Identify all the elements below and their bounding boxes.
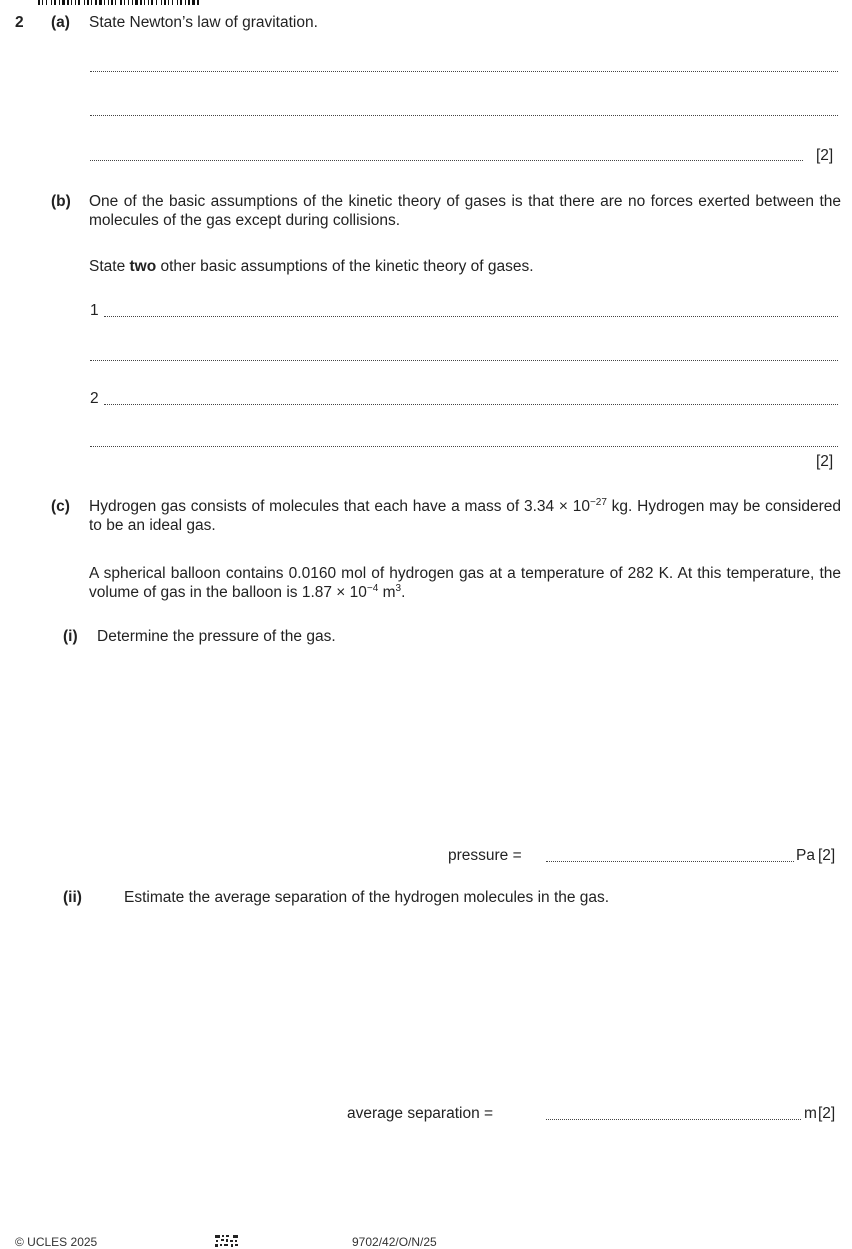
barcode-strip bbox=[38, 0, 328, 5]
barcode-bar bbox=[115, 0, 116, 5]
part-b-label: (b) bbox=[51, 193, 71, 210]
barcode-bar bbox=[164, 0, 166, 5]
barcode-bar bbox=[84, 0, 85, 5]
part-b-instruction: State two other basic assumptions of the kinetic theory of gases. bbox=[89, 258, 534, 275]
part-a-question: State Newton’s law of gravitation. bbox=[89, 14, 318, 31]
part-c-paragraph-1: Hydrogen gas consists of molecules that each have a mass of $3.34 \times 10^{-27}$ kg. Hydrogen may be considered to be an ideal gas. bbox=[89, 497, 841, 534]
assumption-2-label: 2 bbox=[90, 390, 99, 407]
barcode-bar bbox=[111, 0, 113, 5]
answer-line-b3[interactable] bbox=[104, 404, 838, 405]
barcode-bar bbox=[192, 0, 195, 5]
barcode-bar bbox=[177, 0, 178, 5]
part-b-statement: One of the basic assumptions of the kinetic theory of gases is that there are no forces exerted between the molecules of the gas except during collisions. bbox=[89, 193, 841, 229]
barcode-bar bbox=[104, 0, 105, 5]
barcode-bar bbox=[188, 0, 190, 5]
barcode-bar bbox=[140, 0, 142, 5]
answer-line-a3[interactable] bbox=[90, 160, 803, 161]
separation-answer-line[interactable] bbox=[546, 1119, 801, 1120]
separation-unit: m bbox=[804, 1105, 817, 1122]
answer-line-a1[interactable] bbox=[90, 71, 838, 72]
barcode-bar bbox=[124, 0, 125, 5]
barcode-bar bbox=[144, 0, 145, 5]
barcode-bar bbox=[172, 0, 173, 5]
barcode-bar bbox=[148, 0, 149, 5]
answer-line-b4[interactable] bbox=[90, 446, 838, 447]
footer-paper-code: 9702/42/O/N/25 bbox=[352, 1235, 437, 1249]
barcode-bar bbox=[46, 0, 47, 5]
part-a-label: (a) bbox=[51, 14, 70, 31]
sub-i-marks: [2] bbox=[818, 847, 836, 864]
answer-line-b1[interactable] bbox=[104, 316, 838, 317]
barcode-bar bbox=[54, 0, 56, 5]
part-a-marks: [2] bbox=[816, 147, 834, 164]
barcode-bar bbox=[38, 0, 40, 5]
barcode-bar bbox=[91, 0, 92, 5]
separation-answer-label: average separation = bbox=[347, 1105, 494, 1122]
barcode-bar bbox=[168, 0, 169, 5]
barcode-bar bbox=[51, 0, 52, 5]
sub-ii-question: Estimate the average separation of the hydrogen molecules in the gas. bbox=[124, 889, 610, 906]
barcode-bar bbox=[99, 0, 102, 5]
barcode-bar bbox=[180, 0, 182, 5]
answer-line-b2[interactable] bbox=[90, 360, 838, 361]
part-b-marks: [2] bbox=[816, 453, 834, 470]
barcode-bar bbox=[78, 0, 80, 5]
barcode-bar bbox=[156, 0, 157, 5]
part-c-label: (c) bbox=[51, 498, 70, 515]
barcode-bar bbox=[87, 0, 89, 5]
barcode-bar bbox=[59, 0, 60, 5]
answer-line-a2[interactable] bbox=[90, 115, 838, 116]
barcode-bar bbox=[108, 0, 109, 5]
barcode-bar bbox=[135, 0, 138, 5]
assumption-1-label: 1 bbox=[90, 302, 99, 319]
barcode-bar bbox=[67, 0, 69, 5]
sub-ii-label: (ii) bbox=[63, 889, 82, 906]
barcode-bar bbox=[128, 0, 129, 5]
sub-ii-marks: [2] bbox=[818, 1105, 836, 1122]
barcode-bar bbox=[185, 0, 186, 5]
barcode-bar bbox=[75, 0, 76, 5]
part-c-paragraph-2: A spherical balloon contains 0.0160 mol of hydrogen gas at a temperature of 282 K. At this temperature, the volume of gas in the balloon is $1.87 \times 10^{-4}$ $m^3$. bbox=[89, 565, 841, 601]
sub-i-question: Determine the pressure of the gas. bbox=[97, 628, 336, 645]
footer-copyright: © UCLES 2025 bbox=[15, 1235, 98, 1249]
pressure-answer-line[interactable] bbox=[546, 861, 794, 862]
qr-code-icon bbox=[214, 1234, 240, 1248]
sub-i-label: (i) bbox=[63, 628, 78, 645]
barcode-bar bbox=[132, 0, 133, 5]
question-number: 2 bbox=[15, 14, 24, 31]
barcode-bar bbox=[42, 0, 43, 5]
barcode-bar bbox=[197, 0, 199, 5]
barcode-bar bbox=[151, 0, 153, 5]
pressure-unit: Pa bbox=[796, 847, 815, 864]
barcode-bar bbox=[62, 0, 65, 5]
barcode-bar bbox=[95, 0, 97, 5]
barcode-bar bbox=[120, 0, 122, 5]
pressure-answer-label: pressure = bbox=[448, 847, 522, 864]
barcode-bar bbox=[71, 0, 72, 5]
barcode-bar bbox=[161, 0, 162, 5]
